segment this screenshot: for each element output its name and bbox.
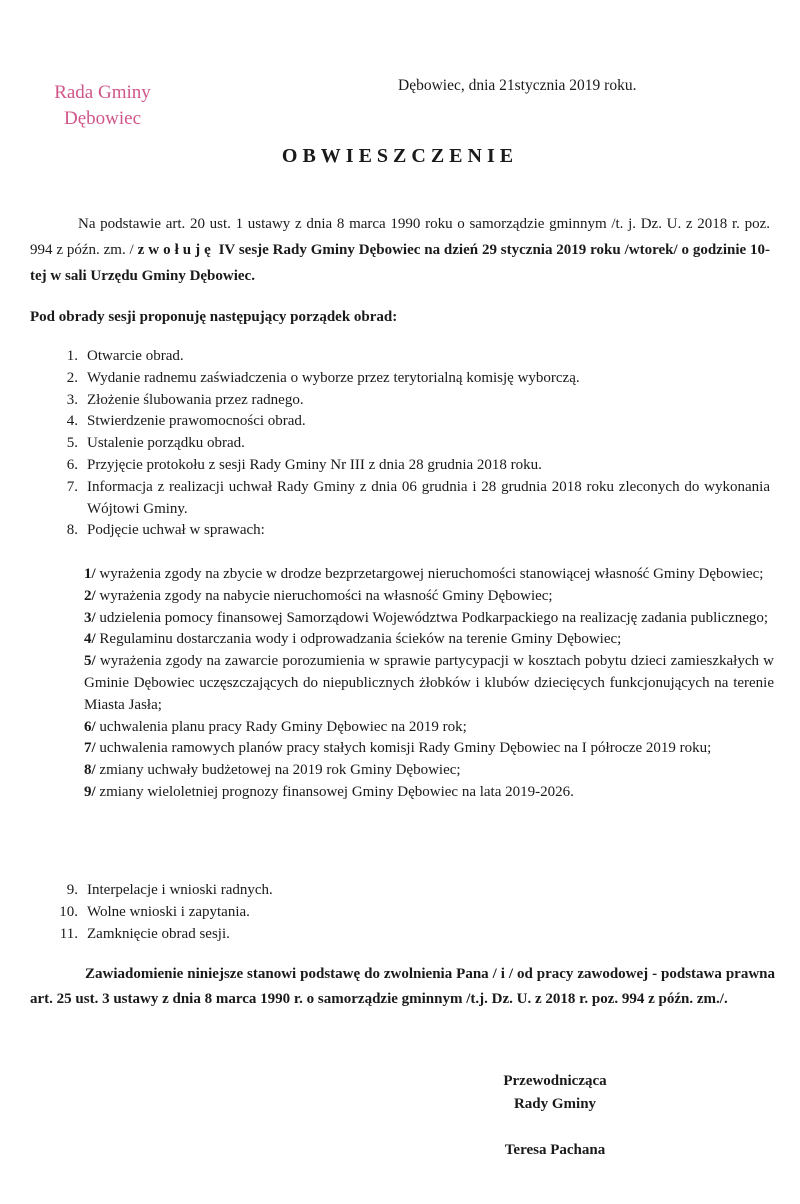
agenda-item-number: 10. bbox=[59, 903, 78, 920]
agenda-item bbox=[40, 368, 770, 390]
agenda-item-text: Zamknięcie obrad sesji. bbox=[87, 925, 230, 942]
agenda-item-text: Złożenie ślubowania przez radnego. bbox=[87, 391, 304, 408]
resolution-number: 2/ bbox=[84, 587, 96, 604]
resolutions-list bbox=[84, 564, 774, 804]
agenda-item-text: Przyjęcie protokołu z sesji Rady Gminy Nr III z dnia 28 grudnia 2018 roku. bbox=[87, 456, 542, 473]
resolution-number: 7/ bbox=[84, 740, 96, 757]
agenda-item-number: 8. bbox=[66, 522, 78, 539]
resolution-text: wyrażenia zgody na nabycie nieruchomości na własność Gminy Dębowiec; bbox=[99, 587, 553, 604]
agenda-item-number: 9. bbox=[66, 882, 78, 898]
agenda-item-text: Podjęcie uchwał w sprawach: bbox=[87, 522, 265, 539]
agenda-item bbox=[40, 520, 770, 542]
agenda-item-text: Wydanie radnemu zaświadczenia o wyborze przez terytorialną komisję wyborczą. bbox=[87, 369, 580, 386]
agenda-item bbox=[40, 924, 770, 946]
resolution-item bbox=[84, 586, 774, 608]
resolution-text: uchwalenia ramowych planów pracy stałych komisji Rady Gminy Dębowiec na I półrocze 2019 roku; bbox=[99, 740, 712, 757]
agenda-item-text: Informacja z realizacji uchwał Rady Gminy z dnia 06 grudnia i 28 grudnia 2018 roku zleconych do wykonania Wójtowi Gminy. bbox=[87, 478, 770, 517]
signature-name: Teresa Pachana bbox=[504, 1142, 606, 1158]
agenda-item bbox=[40, 455, 770, 477]
intro-paragraph bbox=[30, 211, 770, 289]
resolution-item bbox=[84, 738, 774, 760]
agenda-item-text: Wolne wnioski i zapytania. bbox=[87, 903, 250, 920]
council-stamp bbox=[30, 80, 175, 132]
intro-verb: zwołuję bbox=[137, 242, 215, 258]
resolution-number: 9/ bbox=[84, 783, 96, 800]
resolution-number: 8/ bbox=[84, 762, 96, 779]
resolution-item bbox=[84, 629, 774, 651]
agenda-heading: Pod obrady sesji proponuję następujący porządek obrad: bbox=[30, 309, 398, 325]
resolution-item bbox=[84, 564, 774, 586]
place-and-date: Dębowiec, dnia 21stycznia 2019 roku. bbox=[398, 77, 637, 94]
resolution-number: 4/ bbox=[84, 631, 96, 648]
resolution-item bbox=[84, 608, 774, 630]
agenda-item bbox=[40, 346, 770, 368]
agenda-item-number: 11. bbox=[59, 925, 78, 942]
agenda-item bbox=[40, 477, 770, 521]
stamp-line-1: Rada Gminy bbox=[54, 82, 151, 103]
resolution-number: 6/ bbox=[84, 718, 96, 735]
agenda-item bbox=[40, 433, 770, 455]
resolution-item bbox=[84, 760, 774, 782]
resolution-number: 1/ bbox=[84, 566, 96, 582]
agenda-item-number: 2. bbox=[66, 369, 78, 386]
resolution-item bbox=[84, 782, 774, 804]
agenda-item-number: 5. bbox=[66, 435, 78, 452]
resolution-text: zmiany wieloletniej prognozy finansowej Gminy Dębowiec na lata 2019-2026. bbox=[99, 783, 574, 800]
work-release-notice bbox=[30, 962, 775, 1011]
resolution-text: udzielenia pomocy finansowej Samorządowi Województwa Podkarpackiego na realizację zadania publicznego; bbox=[99, 609, 769, 626]
resolution-number: 3/ bbox=[84, 609, 96, 626]
intro-text-1: Na podstawie art. 20 ust. 1 ustawy z dnia 8 marca 1990 roku o samorządzie gminnym /t. j. Dz. U. z 2018 r. poz. 994 z późn. zm. / bbox=[30, 216, 770, 258]
resolution-number: 5/ bbox=[84, 653, 96, 670]
resolution-item bbox=[84, 651, 774, 716]
resolution-item bbox=[84, 717, 774, 739]
resolution-text: zmiany uchwały budżetowej na 2019 rok Gminy Dębowiec; bbox=[99, 762, 461, 779]
agenda-item-text: Otwarcie obrad. bbox=[87, 348, 184, 364]
signature-block bbox=[450, 1070, 660, 1162]
resolution-text: uchwalenia planu pracy Rady Gminy Dębowiec na 2019 rok; bbox=[99, 718, 467, 735]
agenda-list bbox=[40, 346, 770, 542]
agenda-item bbox=[40, 880, 770, 902]
agenda-item-number: 3. bbox=[66, 391, 78, 408]
resolution-text: wyrażenia zgody na zbycie w drodze bezprzetargowej nieruchomości stanowiącej własność Gminy Dębowiec; bbox=[99, 566, 764, 582]
agenda-item bbox=[40, 411, 770, 433]
agenda-list-end bbox=[40, 880, 770, 945]
agenda-item-text: Interpelacje i wnioski radnych. bbox=[87, 882, 273, 898]
notice-text: Zawiadomienie niniejsze stanowi podstawę do zwolnienia Pana / i / od pracy zawodowej - podstawa prawna art. 25 ust. 3 ustawy z dnia 8 marca 1990 r. o samorządzie gminnym /t.j. Dz. U. z 2018 r. poz. 994 z późn. zm./. bbox=[30, 966, 775, 1007]
stamp-line-2: Dębowiec bbox=[63, 108, 142, 129]
resolution-text: Regulaminu dostarczania wody i odprowadzania ścieków na terenie Gminy Dębowiec; bbox=[99, 631, 622, 648]
signature-body: Rady Gminy bbox=[513, 1096, 597, 1112]
agenda-item-text: Ustalenie porządku obrad. bbox=[87, 435, 245, 452]
agenda-item-number: 1. bbox=[66, 348, 78, 364]
agenda-item-text: Stwierdzenie prawomocności obrad. bbox=[87, 413, 306, 430]
signature-role: Przewodnicząca bbox=[503, 1073, 607, 1089]
document-title: OBWIESZCZENIE bbox=[281, 145, 519, 167]
agenda-item-number: 6. bbox=[66, 456, 78, 473]
intro-text-2: IV sesje Rady Gminy Dębowiec na dzień 29 stycznia 2019 roku /wtorek/ o godzinie 10-tej w sali Urzędu Gminy Dębowiec. bbox=[30, 242, 771, 284]
agenda-item bbox=[40, 902, 770, 924]
agenda-item bbox=[40, 390, 770, 412]
resolution-text: wyrażenia zgody na zawarcie porozumienia w sprawie partycypacji w kosztach pobytu dzieci zamieszkałych w Gminie Dębowiec uczęszczających do niepublicznych żłobków i klubów dziecięcych funkcjonujących na terenie Miasta Jasła; bbox=[84, 653, 774, 713]
agenda-item-number: 7. bbox=[66, 478, 78, 495]
agenda-item-number: 4. bbox=[66, 413, 78, 430]
